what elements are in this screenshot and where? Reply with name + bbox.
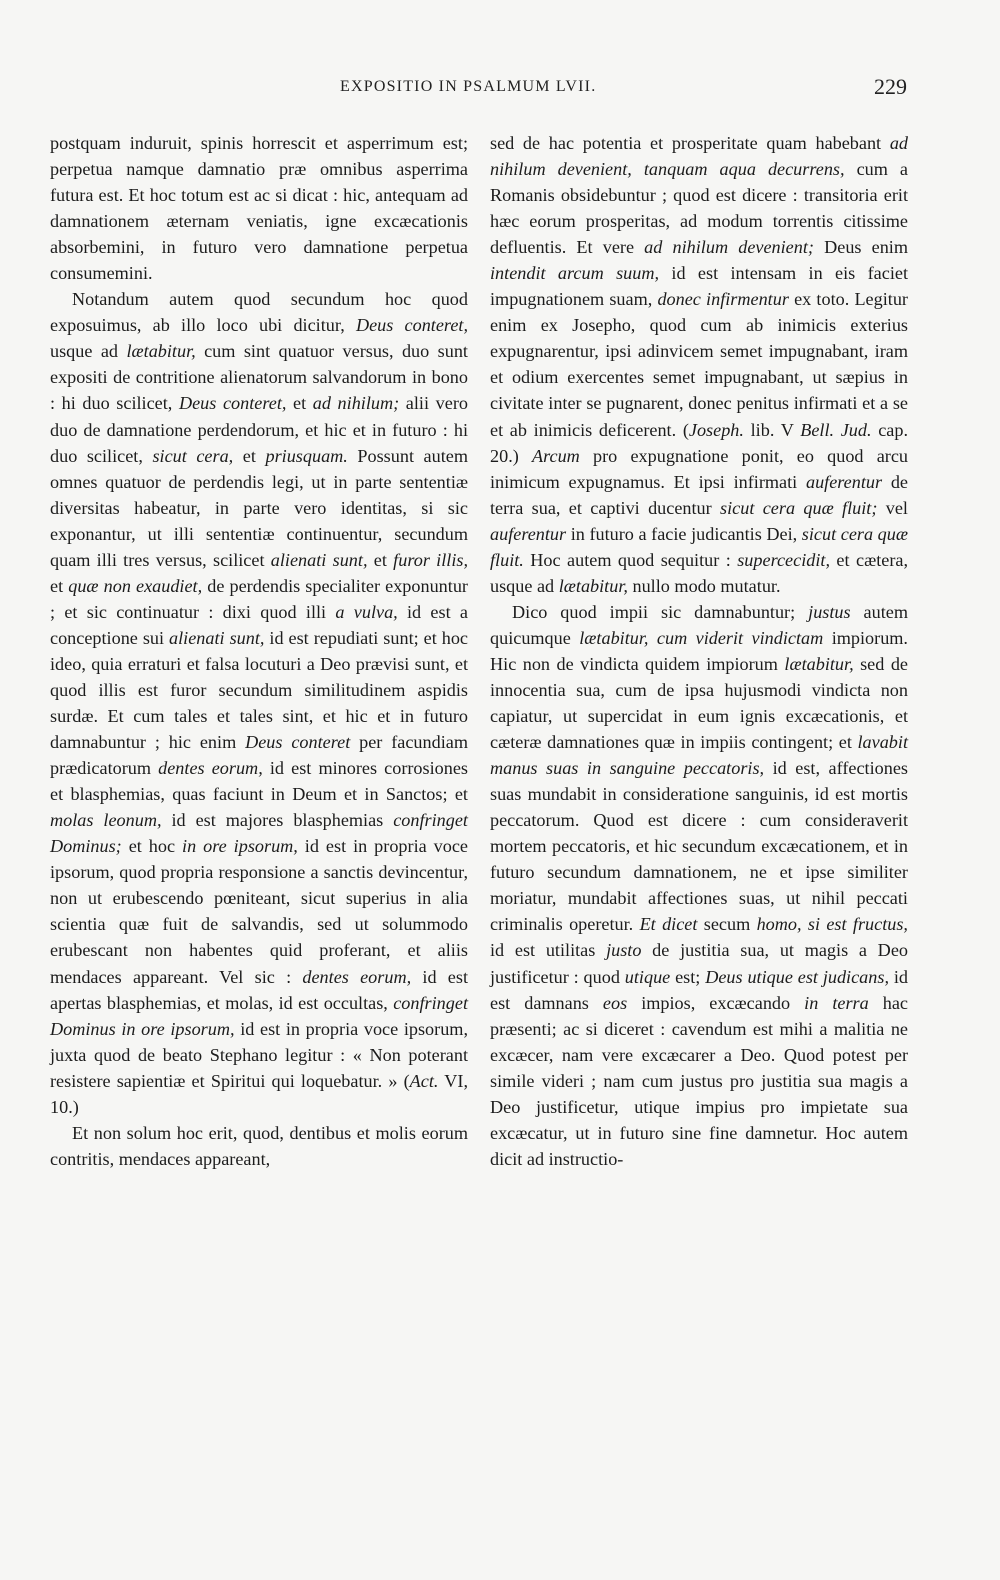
text-run: de justitia sua, ut magis a Deo justificetur : quod (490, 940, 908, 987)
italic-citation: sicut cera quæ fluit; (720, 497, 878, 518)
italic-citation: Et dicet (639, 914, 698, 935)
text-run: Hoc autem quod sequitur : (523, 549, 738, 570)
text-run: id est in propria voce ipsorum, juxta quod de beato Stephano legitur : « Non poterant resistere sapientiæ et Spiritui qui loquebatur. » ( (50, 1018, 468, 1091)
italic-citation: confringet Dominus; (50, 810, 468, 857)
left-column (50, 130, 468, 1172)
italic-citation: Joseph. (688, 419, 744, 440)
text-run: in futuro a facie judicantis Dei, (566, 523, 802, 544)
italic-citation: lætabitur, (126, 341, 196, 362)
paragraph (50, 1120, 468, 1172)
italic-citation: ad nihilum devenient, tanquam aqua decurrens, (490, 133, 908, 180)
text-run: alii vero duo de damnatione perdendorum, et hic et in futuro : hi duo scilicet, (50, 393, 468, 466)
text-run: id est apertas blasphemias, et molas, id est occultas, (50, 966, 469, 1013)
text-run: est; (670, 966, 706, 987)
text-run: postquam induruit, spinis horrescit et asperrimum est; perpetua namque damnatio præ omnibus asperrima futura est. Et hoc totum est ac si dicat : hic, antequam ad damnationem æternam veniatis, igne excæcationis absorbemini, in futuro vero damnatione perpetua consumemini. (50, 133, 468, 284)
text-run: id est minores corrosiones et blasphemias, quas faciunt in Deum et in Sanctos; et (50, 758, 468, 805)
text-run: Dico quod impii sic damnabuntur; (512, 601, 809, 622)
text-run: Possunt autem omnes quatuor de perdendis legi, ut in parte sententiæ diversitas habeatur, in parte vero identitas, si sic exponantur, ut illi sententiæ continuentur, secundum quam illi tres versus, scilicet (50, 445, 468, 570)
text-run: de perdendis specialiter exponuntur ; et sic continuatur : dixi quod illi (50, 575, 468, 622)
italic-citation: ad nihilum; (312, 393, 400, 414)
text-run: de terra sua, et captivi ducentur (490, 471, 908, 518)
text-run: et (233, 445, 266, 466)
text-run: lib. V (743, 419, 801, 440)
text-run: impios, excæcando (627, 992, 805, 1013)
italic-citation: lætabitur, (558, 575, 628, 596)
italic-citation: auferentur (805, 471, 883, 492)
italic-citation: quæ non exaudiet, (68, 575, 203, 596)
text-run: cap. 20.) (490, 419, 908, 466)
paragraph (490, 130, 908, 599)
text-run: et (367, 549, 394, 570)
text-run: id est utilitas (490, 940, 607, 961)
paragraph (50, 286, 468, 1120)
text-run: Et non solum hoc erit, quod, dentibus et molis eorum contritis, mendaces appareant, (50, 1122, 468, 1169)
italic-citation: Deus conteret, (178, 393, 287, 414)
italic-citation: dentes eorum, (158, 758, 263, 779)
page-number: 229 (874, 74, 907, 99)
italic-citation: alienati sunt, (270, 549, 368, 570)
italic-citation: alienati sunt, (169, 627, 265, 648)
italic-citation: donec infirmentur (657, 289, 789, 310)
running-title: EXPOSITIO IN PSALMUM LVII. (340, 78, 597, 95)
running-head (0, 74, 1000, 104)
text-run: et cætera, usque ad (490, 549, 908, 596)
text-run: secum (697, 914, 757, 935)
text-run: et (286, 393, 313, 414)
text-run: sed de hac potentia et prosperitate quam habebant (490, 133, 890, 153)
text-run: Notandum autem quod secundum hoc quod exposuimus, ab illo loco ubi dicitur, (50, 289, 468, 336)
text-run: cum sint quatuor versus, duo sunt expositi de contritione alienatorum salvandorum in bono : hi duo scilicet, (50, 341, 468, 414)
italic-citation: intendit arcum suum, (490, 263, 660, 284)
text-run: id est intensam in eis faciet impugnationem suam, (490, 263, 908, 310)
italic-citation: justo (606, 940, 642, 961)
italic-citation: Deus utique est judicans, (705, 966, 889, 987)
italic-citation: lavabit manus suas in sanguine peccatoris, (490, 732, 908, 779)
italic-citation: homo, si est fructus, (756, 914, 908, 935)
italic-citation: Bell. Jud. (800, 419, 872, 440)
text-run: Deus enim (813, 237, 909, 258)
text-run: et hoc (121, 836, 183, 857)
text-run: per facundiam prædicatorum (50, 732, 468, 779)
text-run: id est, affectiones suas mundabit in consideratione sanguinis, id est mortis peccatorum. Quod est dicere : cum consideraverit mortem peccatoris, et hic secundum excæcationem, et in futuro secundum damnationem, ne et ipse similiter moriatur, mundabit affectiones suas, ut nihil peccati criminalis operetur. (490, 758, 909, 935)
text-run: nullo modo mutatur. (627, 575, 781, 596)
italic-citation: dentes eorum, (302, 966, 412, 987)
italic-citation: Deus conteret, (355, 315, 468, 336)
italic-citation: ad nihilum devenient; (644, 237, 814, 258)
italic-citation: molas leonum, (50, 810, 162, 831)
italic-citation: in ore ipsorum, (182, 836, 298, 857)
italic-citation: Deus conteret (245, 732, 351, 753)
text-run: id est majores blasphemias (161, 810, 394, 831)
text-run: id est repudiati sunt; et hoc ideo, quia erraturi et falsa locuturi a Deo prævisi sunt, et quod illis est furor secundum similitudinem aspidis surdæ. Et cum tales et tales sint, et hic et in futuro damnabuntur ; hic enim (50, 627, 468, 753)
italic-citation: eos (602, 992, 628, 1013)
text-run: VI, 10.) (50, 1070, 468, 1117)
text-run: cum a Romanis obsidebuntur ; quod est dicere : transitoria erit hæc eorum prosperitas, ad modum torrentis citissime defluentis. Et vere (490, 159, 909, 258)
italic-citation: priusquam. (265, 445, 348, 466)
text-run: hac præsenti; ac si diceret : cavendum est mihi a malitia ne excæcer, nam vere excæcarer a Deo. Quod potest per simile videri ; nam cum justus pro justitia sua magis a Deo justificetur, utique impius pro impietate sua excæcatur, ut in futuro sine fine damnetur. Hoc autem dicit ad instructio- (490, 992, 908, 1169)
right-column (490, 130, 908, 1172)
text-run: usque ad (50, 341, 127, 362)
italic-citation: furor illis, (393, 549, 469, 570)
text-run: id est in propria voce ipsorum, quod propria responsione a sanctis devincentur, non ut erubescendo pœniteant, sicut superius in alia scientia quæ fuit de salvandis, sed ut solummodo erubescant non habentes quid proferant, et aliis mendaces appareant. Vel sic : (50, 836, 468, 987)
text-run: id est a conceptione sui (50, 601, 468, 648)
italic-citation: lætabitur, (784, 653, 854, 674)
italic-citation: sicut cera, (152, 445, 234, 466)
paragraph (50, 130, 468, 286)
text-run: id est damnans (490, 966, 908, 1013)
italic-citation: confringet Dominus in ore ipsorum, (50, 992, 468, 1039)
italic-citation: a vulva, (335, 601, 398, 622)
text-run: impiorum. Hic non de vindicta quidem impiorum (490, 627, 908, 674)
text-run: vel (877, 497, 908, 518)
text-run: et (50, 575, 69, 596)
italic-citation: utique (624, 966, 671, 987)
italic-citation: justus (808, 601, 851, 622)
italic-citation: supercecidit, (737, 549, 830, 570)
text-run: autem quicumque (490, 601, 908, 648)
text-run: ex toto. Legitur enim ex Josepho, quod cum ab inimicis exterius expugnarentur, ipsi adinvicem semet impugnabant, iram et odium exercentes semet impugnabant, ut sæpius in civitate inter se pugnarent, donec penitus infirmati et a se et ab inimicis deficerent. ( (490, 289, 908, 440)
italic-citation: Act. (409, 1070, 439, 1091)
italic-citation: auferentur (490, 523, 567, 544)
paragraph (490, 599, 908, 1172)
italic-citation: sicut cera quæ fluit. (490, 523, 908, 570)
italic-citation: in terra (804, 992, 869, 1013)
italic-citation: lætabitur, cum viderit vindictam (579, 627, 824, 648)
text-run: pro expugnatione ponit, eo quod arcu inimicum expugnamus. Et ipsi infirmati (490, 445, 909, 492)
italic-citation: Arcum (532, 445, 580, 466)
text-run: sed de innocentia sua, cum de ipsa hujusmodi vindicta non capiatur, ut supercidat in eum ignis excæcationis, et cæteræ damnationes quæ in impiis contingent; et (490, 653, 908, 753)
